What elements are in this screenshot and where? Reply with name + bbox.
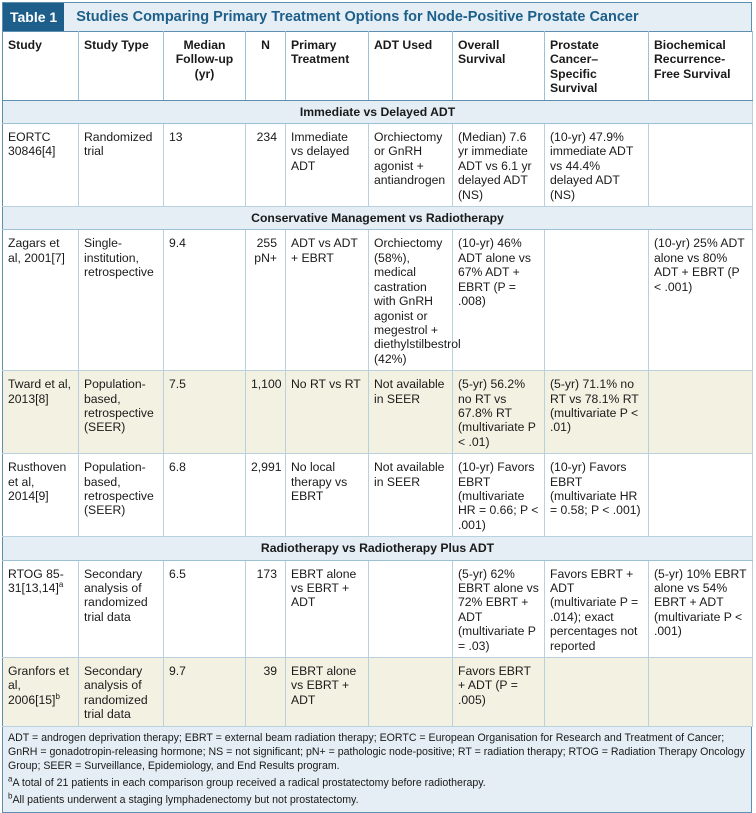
study-type-cell: Secondary analysis of randomized trial data [79, 658, 164, 727]
study-cell [3, 560, 79, 657]
col-header: N [246, 32, 286, 101]
overall-survival-cell: (10-yr) Favors EBRT (multivariate HR = 0.66; P < .001) [453, 454, 545, 537]
section-header-row [3, 100, 753, 123]
table-body [3, 100, 753, 726]
col-header: ADT Used [369, 32, 453, 101]
study-name: Granfors et al, 2006[15] [8, 664, 69, 707]
treatment-cell: ADT vs ADT + EBRT [286, 230, 369, 371]
bcr-free-cell: (5-yr) 10% EBRT alone vs 54% EBRT + ADT (multivariate P < .001) [649, 560, 753, 657]
bcr-free-cell: (10-yr) 25% ADT alone vs 80% ADT + EBRT (P < .001) [649, 230, 753, 371]
bcr-free-cell [649, 124, 753, 207]
treatment-cell: No RT vs RT [286, 371, 369, 454]
followup-cell: 9.4 [164, 230, 246, 371]
study-name: Zagars et al, 2001[7] [8, 236, 65, 265]
study-type-cell: Population-based, retrospective (SEER) [79, 454, 164, 537]
study-name: Rusthoven et al, 2014[9] [8, 460, 67, 503]
table-title-bar [2, 2, 752, 31]
overall-survival-cell: (10-yr) 46% ADT alone vs 67% ADT + EBRT (P = .008) [453, 230, 545, 371]
treatment-cell: EBRT alone vs EBRT + ADT [286, 560, 369, 657]
study-type-cell: Randomized trial [79, 124, 164, 207]
section-title: Immediate vs Delayed ADT [3, 100, 753, 123]
treatment-cell: No local therapy vs EBRT [286, 454, 369, 537]
adt-cell: Not available in SEER [369, 454, 453, 537]
overall-survival-cell: Favors EBRT + ADT (P = .005) [453, 658, 545, 727]
table-footnotes [2, 727, 752, 813]
study-type-cell: Secondary analysis of randomized trial data [79, 560, 164, 657]
section-title: Conservative Management vs Radiotherapy [3, 207, 753, 230]
n-cell: 255 pN+ [246, 230, 286, 371]
col-header: Median Follow-up (yr) [164, 32, 246, 101]
n-cell: 39 [246, 658, 286, 727]
table-row [3, 658, 753, 727]
table-row [3, 371, 753, 454]
study-cell [3, 454, 79, 537]
adt-cell [369, 560, 453, 657]
pcss-cell: (10-yr) 47.9% immediate ADT vs 44.4% delayed ADT (NS) [545, 124, 649, 207]
study-name: RTOG 85-31[13,14] [8, 566, 64, 595]
col-header: Primary Treatment [286, 32, 369, 101]
footnote-mark: a [8, 774, 13, 784]
pcss-cell [545, 658, 649, 727]
section-title: Radiotherapy vs Radiotherapy Plus ADT [3, 537, 753, 560]
footnote-ref: a [58, 579, 64, 589]
overall-survival-cell: (Median) 7.6 yr immediate ADT vs 6.1 yr delayed ADT (NS) [453, 124, 545, 207]
header-row [3, 32, 753, 101]
adt-cell: Orchiectomy or GnRH agonist + antiandrogen [369, 124, 453, 207]
bcr-free-cell [649, 454, 753, 537]
n-cell: 234 [246, 124, 286, 207]
footnote-text: A total of 21 patients in each comparison group received a radical prostatectomy before radiotherapy. [12, 777, 486, 790]
section-header-row [3, 207, 753, 230]
study-cell [3, 124, 79, 207]
followup-cell: 13 [164, 124, 246, 207]
abbreviations: ADT = androgen deprivation therapy; EBRT = external beam radiation therapy; EORTC = European Organisation for Research and Treatment of Cancer; GnRH = gonadotropin-releasing hormone; NS = not significant; pN+ = pathologic node-positive; RT = radiation therapy; RTOG = Radiation Therapy Oncology Group; SEER = Surveillance, Epidemiology, and End Results program. [8, 731, 745, 773]
col-header: Study [3, 32, 79, 101]
bcr-free-cell [649, 658, 753, 727]
study-type-cell: Single-institution, retrospective [79, 230, 164, 371]
study-cell [3, 371, 79, 454]
section-header-row [3, 537, 753, 560]
followup-cell: 6.5 [164, 560, 246, 657]
study-cell [3, 658, 79, 727]
n-cell: 2,991 [246, 454, 286, 537]
footnote-ref: b [55, 691, 60, 701]
footnote-b [8, 793, 746, 807]
pcss-cell: (5-yr) 71.1% no RT vs 78.1% RT (multivariate P < .01) [545, 371, 649, 454]
pcss-cell: Favors EBRT + ADT (multivariate P = .014); exact percentages not reported [545, 560, 649, 657]
table-figure [2, 2, 752, 807]
n-cell: 1,100 [246, 371, 286, 454]
treatment-cell: Immediate vs delayed ADT [286, 124, 369, 207]
table-row [3, 560, 753, 657]
footnote-mark: b [8, 791, 13, 801]
n-cell: 173 [246, 560, 286, 657]
study-name: Tward et al, 2013[8] [8, 377, 71, 406]
col-header: Biochemical Recurrence-Free Survival [649, 32, 753, 101]
studies-table [2, 31, 753, 727]
adt-cell: Orchiectomy (58%), medical castration with GnRH agonist or megestrol + diethylstilbestrol (42%) [369, 230, 453, 371]
overall-survival-cell: (5-yr) 56.2% no RT vs 67.8% RT (multivariate P < .01) [453, 371, 545, 454]
study-name: EORTC 30846[4] [8, 130, 56, 159]
col-header: Prostate Cancer–Specific Survival [545, 32, 649, 101]
adt-cell [369, 658, 453, 727]
followup-cell: 9.7 [164, 658, 246, 727]
followup-cell: 6.8 [164, 454, 246, 537]
adt-cell: Not available in SEER [369, 371, 453, 454]
footnote-text: All patients underwent a staging lymphadenectomy but not prostatectomy. [12, 794, 359, 807]
footnote-a [8, 776, 746, 790]
overall-survival-cell: (5-yr) 62% EBRT alone vs 72% EBRT + ADT (multivariate P = .03) [453, 560, 545, 657]
table-label: Table 1 [3, 3, 64, 31]
pcss-cell: (10-yr) Favors EBRT (multivariate HR = 0.58; P < .001) [545, 454, 649, 537]
table-row [3, 454, 753, 537]
table-title: Studies Comparing Primary Treatment Options for Node-Positive Prostate Cancer [76, 9, 639, 25]
bcr-free-cell [649, 371, 753, 454]
followup-cell: 7.5 [164, 371, 246, 454]
study-type-cell: Population-based, retrospective (SEER) [79, 371, 164, 454]
pcss-cell [545, 230, 649, 371]
col-header: Study Type [79, 32, 164, 101]
table-row [3, 124, 753, 207]
study-cell [3, 230, 79, 371]
treatment-cell: EBRT alone vs EBRT + ADT [286, 658, 369, 727]
col-header: Overall Survival [453, 32, 545, 101]
table-row [3, 230, 753, 371]
